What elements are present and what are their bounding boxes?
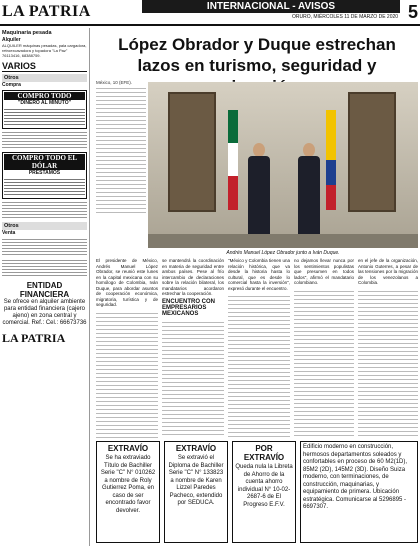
person-figure <box>298 143 320 238</box>
ad-text: Se ha extraviado Título de Bachiller Serie "C" N° 010262 a nombre de Roly Gutierrez Poma, en caso de ser encontrado favor devolver. <box>100 455 156 514</box>
promo-body <box>4 107 85 127</box>
article-lead-text <box>96 85 146 213</box>
ad-title: POR EXTRAVÍO <box>243 444 285 462</box>
entidad-financiera-ad <box>2 281 87 327</box>
compro-todo-ad <box>2 90 87 129</box>
otros-subheading: Compra <box>2 81 21 88</box>
door-shape <box>348 92 396 212</box>
article-byline: México, 10 (EFE). <box>96 80 133 85</box>
article-column-1 <box>96 258 158 438</box>
newspaper-brand: LA PATRIA <box>2 3 91 20</box>
classified-text-block <box>2 258 87 278</box>
promo-title: COMPRO TODO EL DÓLAR <box>4 154 85 170</box>
article-headline: López Obrador y Duque estrechan lazos en turismo, seguridad y <box>118 35 396 75</box>
promo-tag: "DINERO AL MINUTO" <box>18 99 71 106</box>
person-figure <box>248 143 270 238</box>
building-ad <box>300 441 418 543</box>
article-paragraph: en el jefe de la organización, Antonio Guterres, a pesar de las tensiones por la migración de los venezolanos a Colombia. <box>358 258 418 285</box>
article-paragraph: El presidente de México, Andrés Manuel López Obrador, se reunió este lunes en la capital mexicana con su homólogo de Colombia, Iván Duque, para abordar asuntos de cooperación económica, migratoria, turística y de seguridad. <box>96 258 158 307</box>
classified-text-block <box>2 200 87 220</box>
classified-subheading: Alquiler <box>2 36 21 43</box>
page-number: 5 <box>407 2 418 22</box>
entidad-subtitle: FINANCIERA <box>19 289 70 299</box>
door-shape <box>168 92 216 212</box>
mexico-flag-icon <box>228 110 238 210</box>
venta-subheading: Venta <box>2 229 16 236</box>
classifieds-column <box>0 28 90 546</box>
otros-heading: Otros <box>2 74 87 82</box>
classified-text: ALQUILER máquinas pesadas, pala cargadora, retroexcavadora y topadora "La Paz" 76113416, 68388759. <box>2 42 87 58</box>
footer-brand: LA PATRIA <box>2 330 66 345</box>
classified-heading: Maquinaria pesada <box>2 30 52 36</box>
ad-title: EXTRAVÍO <box>107 444 149 453</box>
ad-title: EXTRAVÍO <box>175 444 217 453</box>
article-paragraph: no dejamos llevar nunca por los sentimientos populistas que presumen en todos lados", afirmó el mandatario colombiano. <box>294 258 354 285</box>
page-header <box>0 0 420 26</box>
extravio-ad-3 <box>232 441 296 543</box>
colombia-flag-icon <box>326 110 336 210</box>
compro-dolar-ad <box>2 152 87 199</box>
photo-caption: Andrés Manuel López Obrador junto a Iván Duque. <box>226 250 340 256</box>
promo-title: COMPRO TODO <box>4 92 85 100</box>
article-column-5 <box>358 258 418 438</box>
otros-venta-heading: Otros <box>2 222 87 230</box>
section-title: INTERNACIONAL - AVISOS <box>142 0 400 13</box>
promo-tag: PRÉSTAMOS <box>28 169 61 176</box>
article-subhead: ENCUENTRO CON EMPRESARIOS MEXICANOS <box>162 298 216 317</box>
article-column-4 <box>294 258 354 438</box>
ad-text: Se extravió el Diploma de Bachiller Serie "C" N° 133823 a nombre de Karen Lizzel Paredes Pacheco, extendido por SEDUCA. <box>168 455 224 506</box>
classified-text-block <box>2 130 87 150</box>
article-photo <box>148 82 418 248</box>
classified-text-block <box>2 237 87 257</box>
ad-text: Edificio moderno en construcción, hermosos departamentos soleados y confortables en proceso de 60 M2(1D), 85M2 (2D), 145M2 (3D). Diseño Suiza moderno, con terminaciones, de construcción, maquinarias, y equipamiento de primera. Ubicación estratégica. Comunicarse al 5296895 - 6697307. <box>303 444 408 510</box>
article-column-3 <box>228 258 290 438</box>
article-lead <box>96 80 146 218</box>
entidad-title: ENTIDAD <box>26 280 63 290</box>
varios-heading: VARIOS <box>2 61 87 72</box>
entidad-body: Se ofrece en alquiler ambiente para entidad financiera (cajero ajeno) en zona central y comercial. Ref.: Cel.: 66673736 <box>2 298 87 326</box>
article-paragraph: se mantendrá la coordinación en materia de seguridad entre ambos países. Pese al frío intercambio de declaraciones sobre la relación bilateral, los mandatarios acordaron estrechar la cooperación. <box>162 258 224 296</box>
extravio-ad-1 <box>96 441 160 543</box>
article-paragraph: "México y Colombia tienen una relación histórica, que va desde la historia hasta lo cultural, que es desde lo comercial hasta la inversión", expresó durante el encuentro. <box>228 258 290 291</box>
promo-body <box>4 177 85 197</box>
article-column-2 <box>162 258 224 438</box>
extravio-ad-2 <box>164 441 228 543</box>
ad-text: Queda nula la Libreta de Ahorro de la cuenta ahorro individual N° 10-02-2687-6 de El Progreso E.F.V. <box>235 464 293 508</box>
dateline: ORURO, MIÉRCOLES 11 DE MARZO DE 2020 <box>292 14 399 20</box>
